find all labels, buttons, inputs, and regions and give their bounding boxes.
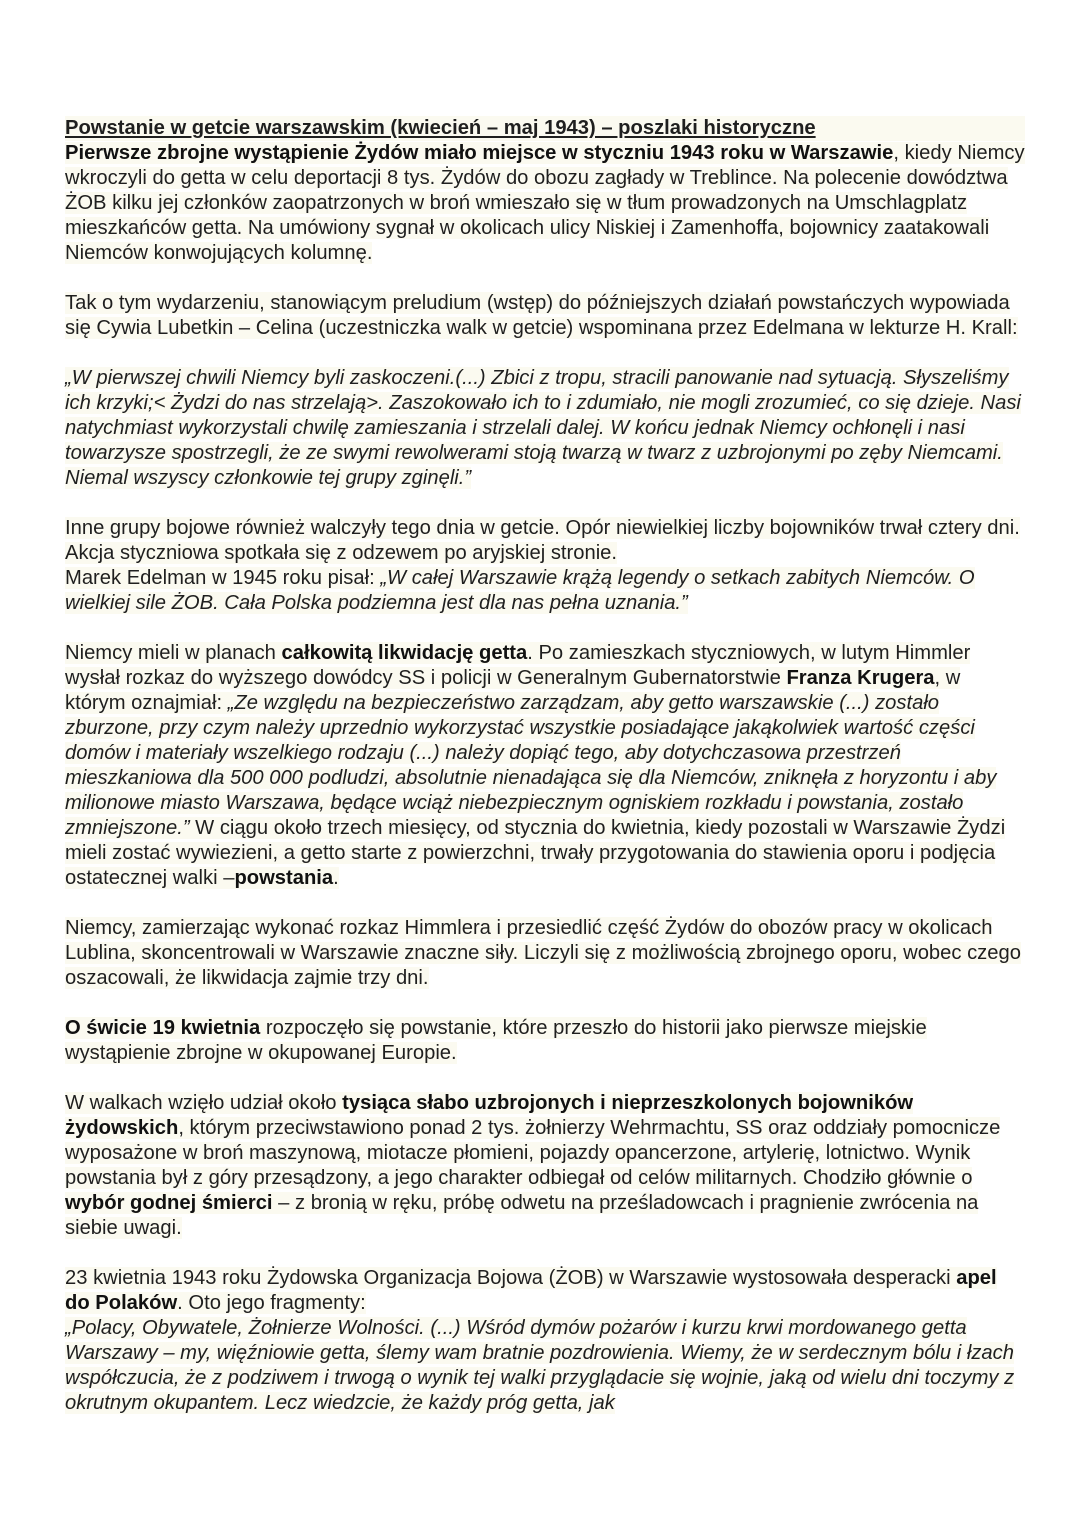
document-page (65, 116, 1025, 1416)
quote-himmler: „Ze względu na bezpieczeństwo zarządzam, aby getto warszawskie (...) zostało zburzone, przy czym należy uprzednio wykorzystać wszystkie posiadające jakąkolwiek wartość części domów i materiały wszelkiego rodzaju (...) należy dopiąć tego, aby dotychczasowa przestrzeń mieszkaniowa dla 500 000 podludzi, absolutnie nienadająca się dla Niemców, zniknęła z horyzontu i aby milionowe miasto Warszawa, będące wciąż niebezpiecznym ogniskiem rozkładu i powstania, zostało zmniejszone.” (65, 692, 997, 839)
document-title: Powstanie w getcie warszawskim (kwiecień – maj 1943) – poszlaki historyczne (65, 116, 1025, 141)
paragraph-april-19: O świcie 19 kwietnia rozpoczęło się powstanie, które przeszło do historii jako pierwsze miejskie wystąpienie zbrojne w okupowanej Europie. (65, 1017, 927, 1064)
paragraph-lubetkin-intro: Tak o tym wydarzeniu, stanowiącym preludium (wstęp) do późniejszych działań powstańczych wypowiada się Cywia Lubetkin – Celina (uczestniczka walk w getcie) wspominana przez Edelmana w lekturze H. Krall: (65, 292, 1018, 339)
paragraph-himmler-order: Niemcy mieli w planach całkowitą likwidację getta. Po zamieszkach styczniowych, w lutym Himmler wysłał rozkaz do wyższego dowódcy SS i policji w Generalnym Gubernatorstwie Franza Krugera, w którym oznajmiał: „Ze względu na bezpieczeństwo zarządzam, aby getto warszawskie (...) zostało zburzone, przy czym należy uprzednio wykorzystać wszystkie posiadające jakąkolwiek wartość części domów i materiały wszelkiego rodzaju (...) należy dopiąć tego, aby dotychczasowa przestrzeń mieszkaniowa dla 500 000 podludzi, absolutnie nienadająca się dla Niemców, zniknęła z horyzontu i aby milionowe miasto Warszawa, będące wciąż niebezpiecznym ogniskiem rozkładu i powstania, zostało zmniejszone.” W ciągu około trzech miesięcy, od stycznia do kwietnia, kiedy pozostali w Warszawie Żydzi mieli zostać wywiezieni, a getto starte z powierzchni, trwały przygotowania do stawienia oporu i podjęcia ostatecznej walki –powstania. (65, 642, 1006, 889)
bold-lead: Pierwsze zbrojne wystąpienie Żydów miało miejsce w styczniu 1943 roku w Warszawie (65, 142, 894, 164)
paragraph-other-groups: Inne grupy bojowe również walczyły tego dnia w getcie. Opór niewielkiej liczby bojowników trwał cztery dni. Akcja styczniowa spotkała się z odzewem po aryjskiej stronie. Marek Edelman w 1945 roku pisał: „W całej Warszawie krążą legendy o setkach zabitych Niemców. O wielkiej sile ŻOB. Cała Polska podziemna jest dla nas pełna uznania.” (65, 517, 1020, 614)
quote-lubetkin: „W pierwszej chwili Niemcy byli zaskoczeni.(...) Zbici z tropu, stracili panowanie nad sytuacją. Słyszeliśmy ich krzyki;< Żydzi do nas strzelają>. Zaszokowało ich to i zdumiało, nie mogli zrozumieć, co się dzieje. Nasi natychmiast wykorzystali chwilę zamieszania i strzelali dalej. W końcu jednak Niemcy ochłonęli i nasi towarzysze spostrzegli, że ze swymi rewolwerami stoją twarzą w twarz z uzbrojonymi po zęby Niemcami. Niemal wszyscy członkowie tej grupy zginęli.” (65, 367, 1021, 489)
paragraph-fighters: W walkach wzięło udział około tysiąca słabo uzbrojonych i nieprzeszkolonych bojowników żydowskich, którym przeciwstawiono ponad 2 tys. żołnierzy Wehrmachtu, SS oraz oddziały pomocnicze wyposażone w broń maszynową, miotacze płomieni, pojazdy opancerzone, artylerię, lotnictwo. Wynik powstania był z góry przesądzony, a jego charakter odbiegał od celów militarnych. Chodziło głównie o wybór godnej śmierci – z bronią w ręku, próbę odwetu na prześladowcach i pragnienie zwrócenia na siebie uwagi. (65, 1092, 1001, 1239)
paragraph-german-forces: Niemcy, zamierzając wykonać rozkaz Himmlera i przesiedlić część Żydów do obozów pracy w okolicach Lublina, skoncentrowali w Warszawie znaczne siły. Liczyli się z możliwością zbrojnego oporu, wobec czego oszacowali, że likwidacja zajmie trzy dni. (65, 917, 1021, 989)
quote-edelman: „W całej Warszawie krążą legendy o setkach zabitych Niemców. O wielkiej sile ŻOB. Cała Polska podziemna jest dla nas pełna uznania.” (65, 567, 975, 614)
quote-appeal: „Polacy, Obywatele, Żołnierze Wolności. (...) Wśród dymów pożarów i kurzu krwi mordowanego getta Warszawy – my, więźniowie getta, ślemy wam bratnie pozdrowienia. Wiemy, że w serdecznym bólu i łzach współczucia, że z podziwem i trwogą o wynik tej walki przyglądacie się wojnie, jaką od wielu dni toczymy z okrutnym okupantem. Lecz wiedzcie, że każdy próg getta, jak (65, 1317, 1015, 1414)
paragraph-january-uprising: Pierwsze zbrojne wystąpienie Żydów miało miejsce w styczniu 1943 roku w Warszawie, kiedy Niemcy wkroczyli do getta w celu deportacji 8 tys. Żydów do obozu zagłady w Treblince. Na polecenie dowództwa ŻOB kilku jej członków zaopatrzonych w broń wmieszało się w tłum prowadzonych na Umschlagplatz mieszkańców getta. Na umówiony sygnał w okolicach ulicy Niskiej i Zamenhoffa, bojownicy zaatakowali Niemców konwojujących kolumnę. (65, 142, 1025, 264)
paragraph-appeal: 23 kwietnia 1943 roku Żydowska Organizacja Bojowa (ŻOB) w Warszawie wystosowała desperacki apel do Polaków. Oto jego fragmenty: „Polacy, Obywatele, Żołnierze Wolności. (...) Wśród dymów pożarów i kurzu krwi mordowanego getta Warszawy – my, więźniowie getta, ślemy wam bratnie pozdrowienia. Wiemy, że w serdecznym bólu i łzach współczucia, że z podziwem i trwogą o wynik tej walki przyglądacie się wojnie, jaką od wielu dni toczymy z okrutnym okupantem. Lecz wiedzcie, że każdy próg getta, jak (65, 1267, 1015, 1414)
